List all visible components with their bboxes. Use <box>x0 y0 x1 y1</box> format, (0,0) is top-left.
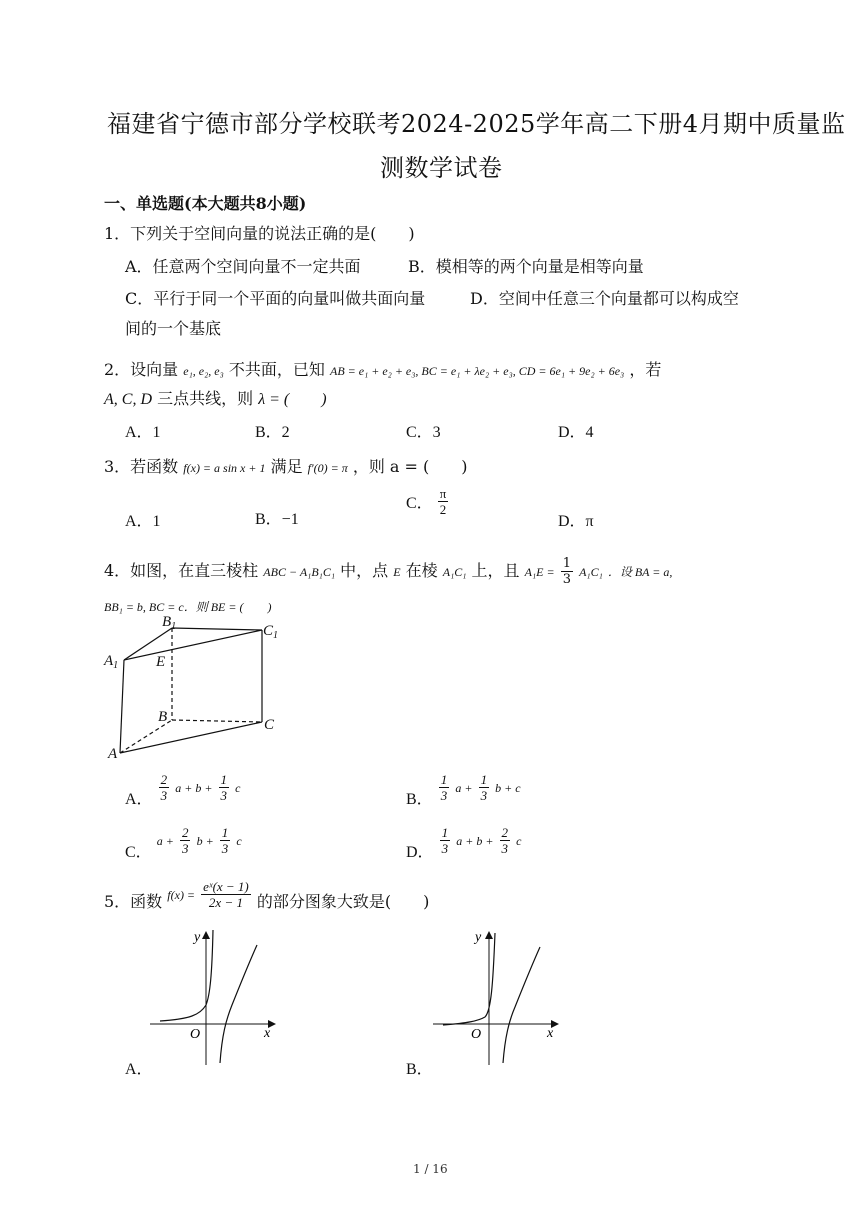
question-5-option-a: A． <box>125 1061 153 1078</box>
question-3-stem <box>104 454 468 477</box>
question-2-line2 <box>104 386 327 409</box>
question-2-option-a: A．1 <box>125 424 161 441</box>
question-2-option-c: C．3 <box>406 424 441 441</box>
q3-mid: 满足 <box>270 457 303 476</box>
label-c1: $C_1$ <box>263 623 279 641</box>
question-4-line2: BB₁ = b, BC = c．则 BE = ( ) <box>104 600 272 614</box>
label-a: A <box>108 746 118 762</box>
q3-cond: f′(0) = π <box>307 461 348 475</box>
graph-b-x-label: x <box>547 1026 554 1041</box>
graph-option-b <box>423 925 573 1070</box>
q2-points: A, C, D <box>104 391 152 408</box>
prism-figure <box>100 608 300 768</box>
graph-a-y-label: y <box>194 930 201 945</box>
question-1-option-c: C．平行于同一个平面的向量叫做共面向量 <box>125 289 426 308</box>
graph-option-a <box>140 925 290 1070</box>
question-4-line1: 4．如图，在直三棱柱 ABC − A₁B₁C₁ 中，点 E 在棱 A₁C₁ 上，且 A₁E = $\frac{1}{3}$ A₁C₁ ．设 BA = a, <box>104 556 673 587</box>
label-e: E <box>156 654 166 670</box>
section-heading: 一、单选题(本大题共8小题) <box>104 194 307 213</box>
q2-mid: 不共面，已知 <box>228 360 325 379</box>
question-2-option-d: D．4 <box>558 424 594 441</box>
q2-vectors: e₁, e₂, e₃ <box>183 364 224 378</box>
question-4-option-c: C． a + $\frac{2}{3}$ b + $\frac{1}{3}$ c <box>125 825 242 861</box>
question-1-stem: 1．下列关于空间向量的说法正确的是( ) <box>104 224 415 243</box>
label-c: C <box>264 717 275 733</box>
graph-b-origin: O <box>471 1027 482 1042</box>
q2-formula: AB = e₁ + e₂ + e₃, BC = e₁ + λe₂ + e₃, CD = 6e₁ + 9e₂ + 6e₃ <box>329 364 625 378</box>
question-1-option-d-cont: 间的一个基底 <box>125 319 222 338</box>
graph-a-x-label: x <box>264 1026 271 1041</box>
question-4-option-a: A． $\frac{2}{3}$ a + b + $\frac{1}{3}$ c <box>125 772 241 808</box>
question-2-option-b: B．2 <box>255 424 290 441</box>
q2-prefix: 2．设向量 <box>104 360 179 379</box>
q3-func: f(x) = a sin x + 1 <box>183 461 266 475</box>
question-1-option-d: D．空间中任意三个向量都可以构成空 <box>470 289 739 308</box>
q2-lambda: λ = ( ) <box>258 391 327 408</box>
question-3-option-c: C． $\frac{\pi}{2}$ <box>406 486 447 517</box>
label-b1: $B_1$ <box>162 614 177 632</box>
question-1-option-a: A．任意两个空间向量不一定共面 <box>125 257 361 276</box>
question-3-option-a: A．1 <box>125 513 161 530</box>
label-b: B <box>158 709 168 725</box>
question-2-line1 <box>104 357 661 380</box>
question-4-option-d: D． $\frac{1}{3}$ a + b + $\frac{2}{3}$ c <box>406 825 522 861</box>
doc-title-line1: 福建省宁德市部分学校联考2024-2025学年高二下册4月期中质量监 <box>107 110 846 138</box>
graph-a-origin: O <box>190 1027 201 1042</box>
q3-option-c-fraction: $\frac{\pi}{2}$ <box>439 486 447 517</box>
question-5-stem: 5．函数 f(x) = $\frac{\text{eˣ(x − 1)}}{2x - 1}$ 的部分图象大致是( ) <box>104 879 430 911</box>
question-3-option-d: D．π <box>558 513 594 530</box>
page-number: 1 / 16 <box>413 1162 448 1176</box>
q2-mid2: 三点共线，则 <box>157 389 254 408</box>
question-5-option-b: B． <box>406 1061 433 1078</box>
question-4-option-b: B． $\frac{1}{3}$ a + $\frac{1}{3}$ b + c <box>406 772 521 808</box>
doc-title-line2: 测数学试卷 <box>380 154 503 182</box>
label-a1: $A_1$ <box>104 653 119 671</box>
q2-suffix: ，若 <box>629 360 662 379</box>
q3-suffix: ，则 a = ( ) <box>352 457 468 476</box>
question-1-option-b: B．模相等的两个向量是相等向量 <box>408 257 644 276</box>
graph-b-y-label: y <box>475 930 482 945</box>
q3-prefix: 3．若函数 <box>104 457 179 476</box>
question-3-option-b: B．−1 <box>255 511 299 528</box>
